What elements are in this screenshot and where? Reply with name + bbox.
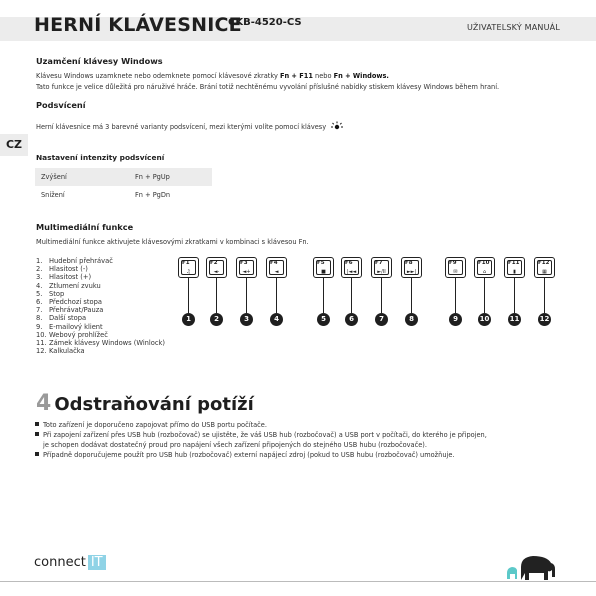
model-number: CKB-4520-CS: [228, 17, 302, 28]
table-cell: Fn + PgUp: [129, 168, 212, 186]
winlock-line2: Tato funkce je velice důležitá pro náruživé hráče. Brání totiž nechtěnému vyvolání příslušné nabídky stiskem klávesy Windows během hraní.: [36, 83, 500, 91]
list-item: Toto zařízení je doporučeno zapojovat přímo do USB portu počítače.: [35, 420, 487, 430]
number-badge: 10: [478, 313, 491, 326]
list-item: 4. Ztlumení zvuku: [36, 281, 101, 290]
troubleshoot-list: [35, 420, 487, 460]
list-item: 2. Hlasitost (-): [36, 265, 88, 274]
troubleshoot-heading: 4 Odstraňování potíží: [36, 391, 254, 416]
number-badge: 1: [182, 313, 195, 326]
page-title: HERNÍ KLÁVESNICE: [34, 14, 242, 36]
key-f5: F5 ■: [313, 257, 334, 278]
number-badge: 4: [270, 313, 283, 326]
list-item: 10. Webový prohlížeč: [36, 330, 108, 339]
connector-line: [188, 278, 189, 313]
key-f11: F11 ▮: [504, 257, 525, 278]
list-item: 11. Zámek klávesy Windows (Winlock): [36, 339, 166, 348]
list-item-continuation: je schopen dodávat dostatečný proud pro napájení všech zařízení připojených do stejného USB hubu (rozbočovače).: [43, 441, 427, 449]
backlight-text: Herní klávesnice má 3 barevné varianty podsvícení, mezi kterými volíte pomocí klávesy: [36, 121, 344, 131]
footer-line: [0, 581, 596, 582]
key-f9: F9 ✉: [445, 257, 466, 278]
number-badge: 5: [317, 313, 330, 326]
brand-logo: connect IT: [34, 555, 106, 570]
table-row: [35, 168, 212, 186]
key-f6: F6 |◄◄: [341, 257, 362, 278]
key-f12: F12 ▦: [534, 257, 555, 278]
table-cell: Fn + PgDn: [135, 191, 171, 199]
list-item: 12. Kalkulačka: [36, 347, 85, 356]
number-badge: 2: [210, 313, 223, 326]
key-f2: F2 ◄-: [206, 257, 227, 278]
connector-line: [455, 278, 456, 313]
winlock-line1: Klávesu Windows uzamknete nebo odemknete pomocí klávesové zkratky Fn + F11 nebo Fn + Windows.: [36, 72, 389, 80]
multimedia-heading: Multimediální funkce: [36, 222, 134, 232]
intensity-heading: Nastavení intenzity podsvícení: [36, 153, 165, 162]
connector-line: [246, 278, 247, 313]
list-item: 8. Další stopa: [36, 314, 87, 323]
list-item: 5. Stop: [36, 289, 65, 298]
list-item: 1. Hudební přehrávač: [36, 257, 113, 265]
multimedia-intro: Multimediální funkce aktivujete klávesovými zkratkami v kombinaci s klávesou Fn.: [36, 238, 309, 246]
connector-line: [381, 278, 382, 313]
number-badge: 3: [240, 313, 253, 326]
connector-line: [276, 278, 277, 313]
key-f3: F3 ◄+: [236, 257, 257, 278]
key-f1: F1 ♫: [178, 257, 199, 278]
list-item: 7. Přehrávat/Pauza: [36, 306, 104, 315]
number-badge: 12: [538, 313, 551, 326]
number-badge: 9: [449, 313, 462, 326]
connector-line: [411, 278, 412, 313]
table-cell: Snížení: [41, 191, 65, 199]
connector-line: [514, 278, 515, 313]
connector-line: [544, 278, 545, 313]
backlight-icon: [330, 121, 344, 131]
key-f8: F8 ►►|: [401, 257, 422, 278]
number-badge: 6: [345, 313, 358, 326]
list-item: 3. Hlasitost (+): [36, 273, 92, 282]
list-item: Případně doporučujeme použít pro USB hub (rozbočovač) externí napájecí zdroj (pokud to USB hubu (rozbočovač) umožňuje.: [35, 450, 487, 460]
winlock-heading: Uzamčení klávesy Windows: [36, 56, 163, 66]
list-item: Při zapojení zařízení přes USB hub (rozbočovač) se ujistěte, že váš USB hub (rozbočovač) a USB port v počítači, do kterého je připojen,: [35, 430, 487, 440]
number-badge: 8: [405, 313, 418, 326]
connector-line: [323, 278, 324, 313]
language-tab: CZ: [0, 134, 28, 156]
list-item: 6. Předchozí stopa: [36, 298, 102, 307]
number-badge: 11: [508, 313, 521, 326]
intensity-table: [35, 168, 212, 204]
key-f7: F7 ►/II: [371, 257, 392, 278]
key-f10: F10 ⌂: [474, 257, 495, 278]
connector-line: [216, 278, 217, 313]
manual-label: UŽIVATELSKÝ MANUÁL: [467, 23, 560, 32]
number-badge: 7: [375, 313, 388, 326]
multimedia-list: [36, 257, 165, 355]
elephant-logo: [505, 553, 561, 581]
section-number: 4: [36, 391, 52, 416]
connector-line: [484, 278, 485, 313]
key-f4: F4 ◄: [266, 257, 287, 278]
backlight-heading: Podsvícení: [36, 100, 86, 110]
table-row: [35, 186, 212, 204]
connector-line: [351, 278, 352, 313]
table-cell: Zvýšení: [35, 168, 129, 186]
list-item: 9. E-mailový klient: [36, 322, 103, 331]
